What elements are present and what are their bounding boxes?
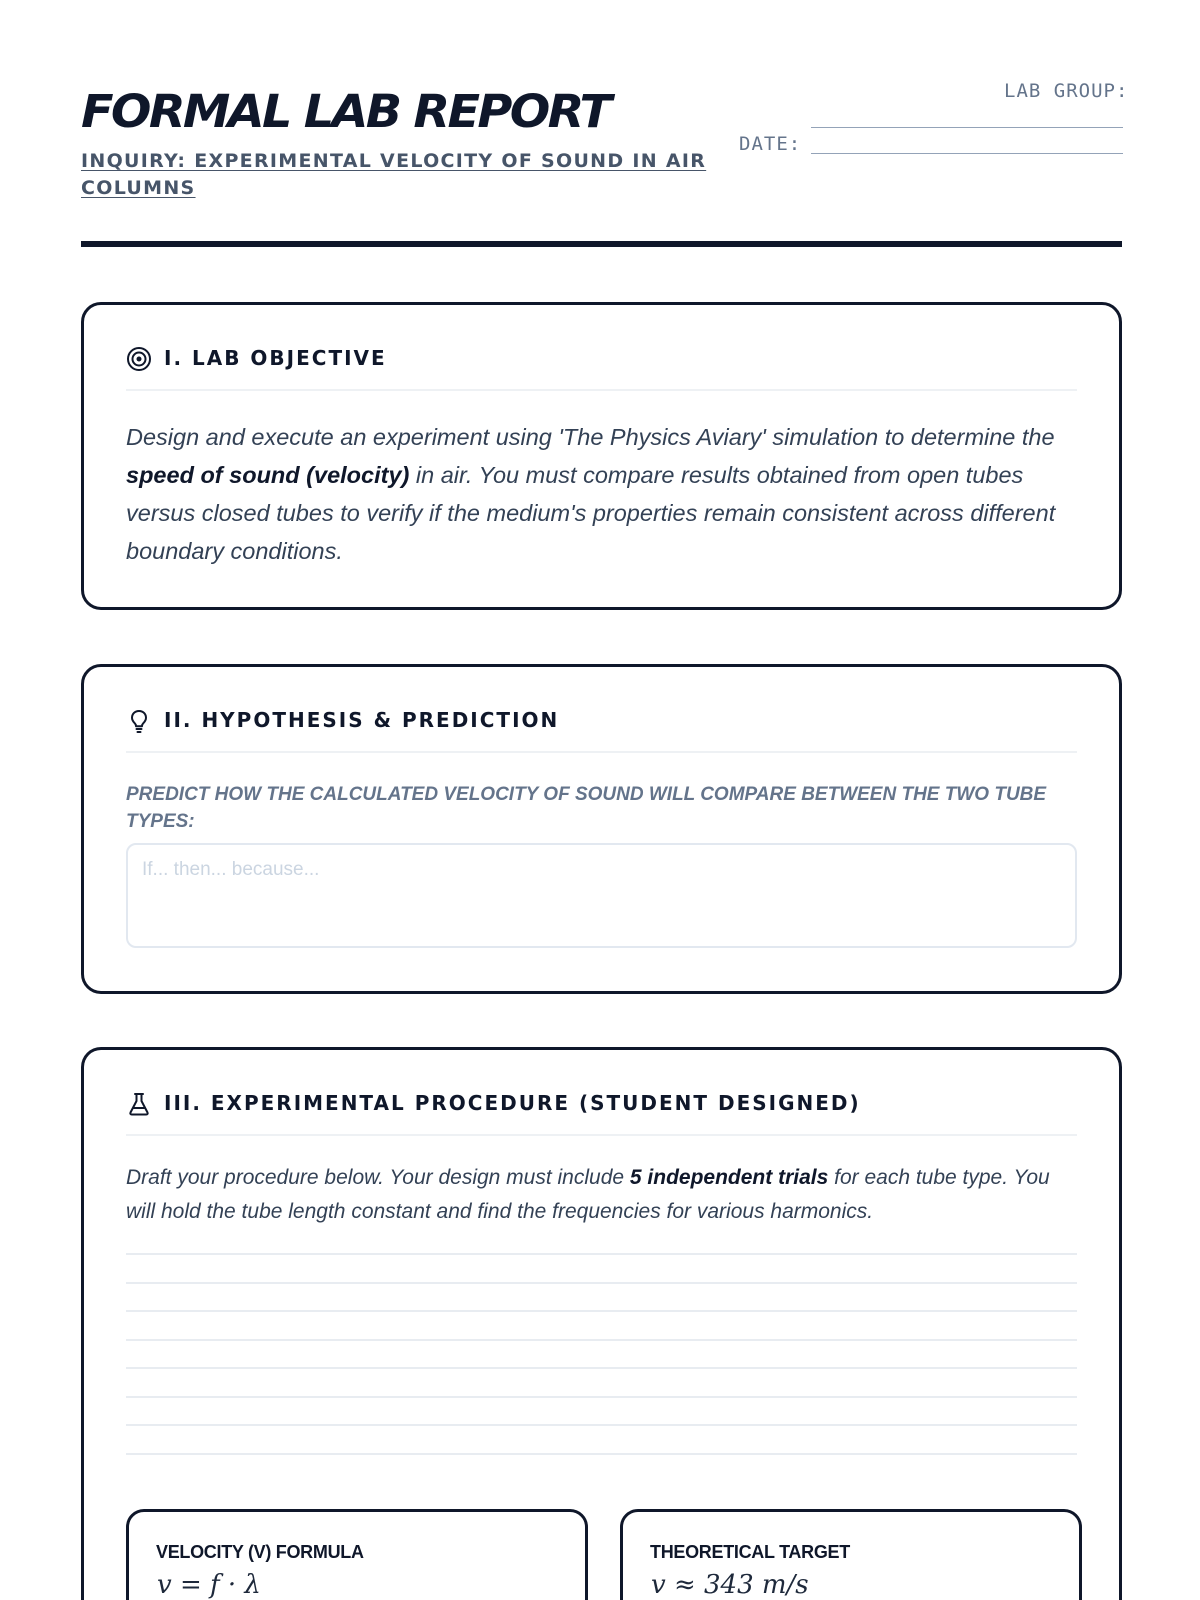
lightbulb-icon [126, 708, 152, 734]
page-subtitle: INQUIRY: EXPERIMENTAL VELOCITY OF SOUND IN AIR COLUMNS [81, 150, 707, 199]
procedure-heading: III. EXPERIMENTAL PROCEDURE (STUDENT DESIGNED) [164, 1091, 861, 1115]
objective-card [81, 302, 1122, 610]
lab-group-label: LAB GROUP: [1004, 80, 1129, 102]
objective-heading-row [126, 343, 1077, 391]
hypothesis-input[interactable] [126, 843, 1077, 948]
writing-line[interactable] [126, 1310, 1077, 1339]
writing-line[interactable] [126, 1424, 1077, 1453]
writing-line[interactable] [126, 1367, 1077, 1396]
writing-line[interactable] [126, 1253, 1077, 1282]
date-line[interactable] [811, 153, 1123, 154]
writing-line[interactable] [126, 1396, 1077, 1425]
date-label: DATE: [739, 133, 802, 155]
hypothesis-prompt: PREDICT HOW THE CALCULATED VELOCITY OF SOUND WILL COMPARE BETWEEN THE TWO TUBE TYPES: [126, 784, 1047, 832]
writing-line[interactable] [126, 1282, 1077, 1311]
hypothesis-heading: II. HYPOTHESIS & PREDICTION [164, 708, 560, 732]
writing-line[interactable] [126, 1339, 1077, 1368]
hypothesis-heading-row [126, 705, 1077, 753]
theoretical-target-card [620, 1509, 1082, 1600]
lab-group-line[interactable] [811, 127, 1123, 128]
velocity-formula-card [126, 1509, 588, 1600]
header-divider [81, 241, 1122, 247]
velocity-formula-label: VELOCITY (V) FORMULA [156, 1542, 364, 1562]
page-title: FORMAL LAB REPORT [81, 85, 610, 138]
hypothesis-card [81, 664, 1122, 994]
procedure-writing-lines[interactable] [126, 1253, 1077, 1455]
procedure-emphasis: 5 independent trials [629, 1166, 829, 1189]
procedure-instructions: Draft your procedure below. Your design must include 5 independent trials for each tube type. You will hold the tube length constant and find the frequencies for various harmonics. [126, 1166, 1050, 1223]
objective-text: Design and execute an experiment using 'The Physics Aviary' simulation to determine the speed of sound (velocity) in air. You must compare results obtained from open tubes versus closed tubes to verify if the medium's properties remain consistent across different boundary conditions. [126, 424, 1056, 564]
velocity-formula: v = f · λ [157, 1570, 261, 1600]
lab-group-field [1004, 80, 1128, 102]
objective-heading: I. LAB OBJECTIVE [164, 346, 387, 370]
date-field [739, 133, 801, 155]
report-header [81, 86, 1122, 246]
procedure-card [81, 1047, 1122, 1600]
procedure-heading-row [126, 1088, 1077, 1136]
writing-line[interactable] [126, 1453, 1077, 1455]
theoretical-target-formula: v ≈ 343 m/s [651, 1570, 809, 1600]
flask-icon [126, 1091, 152, 1117]
target-icon [126, 346, 152, 372]
theoretical-target-label: THEORETICAL TARGET [650, 1542, 850, 1562]
objective-emphasis: speed of sound (velocity) [126, 462, 410, 488]
